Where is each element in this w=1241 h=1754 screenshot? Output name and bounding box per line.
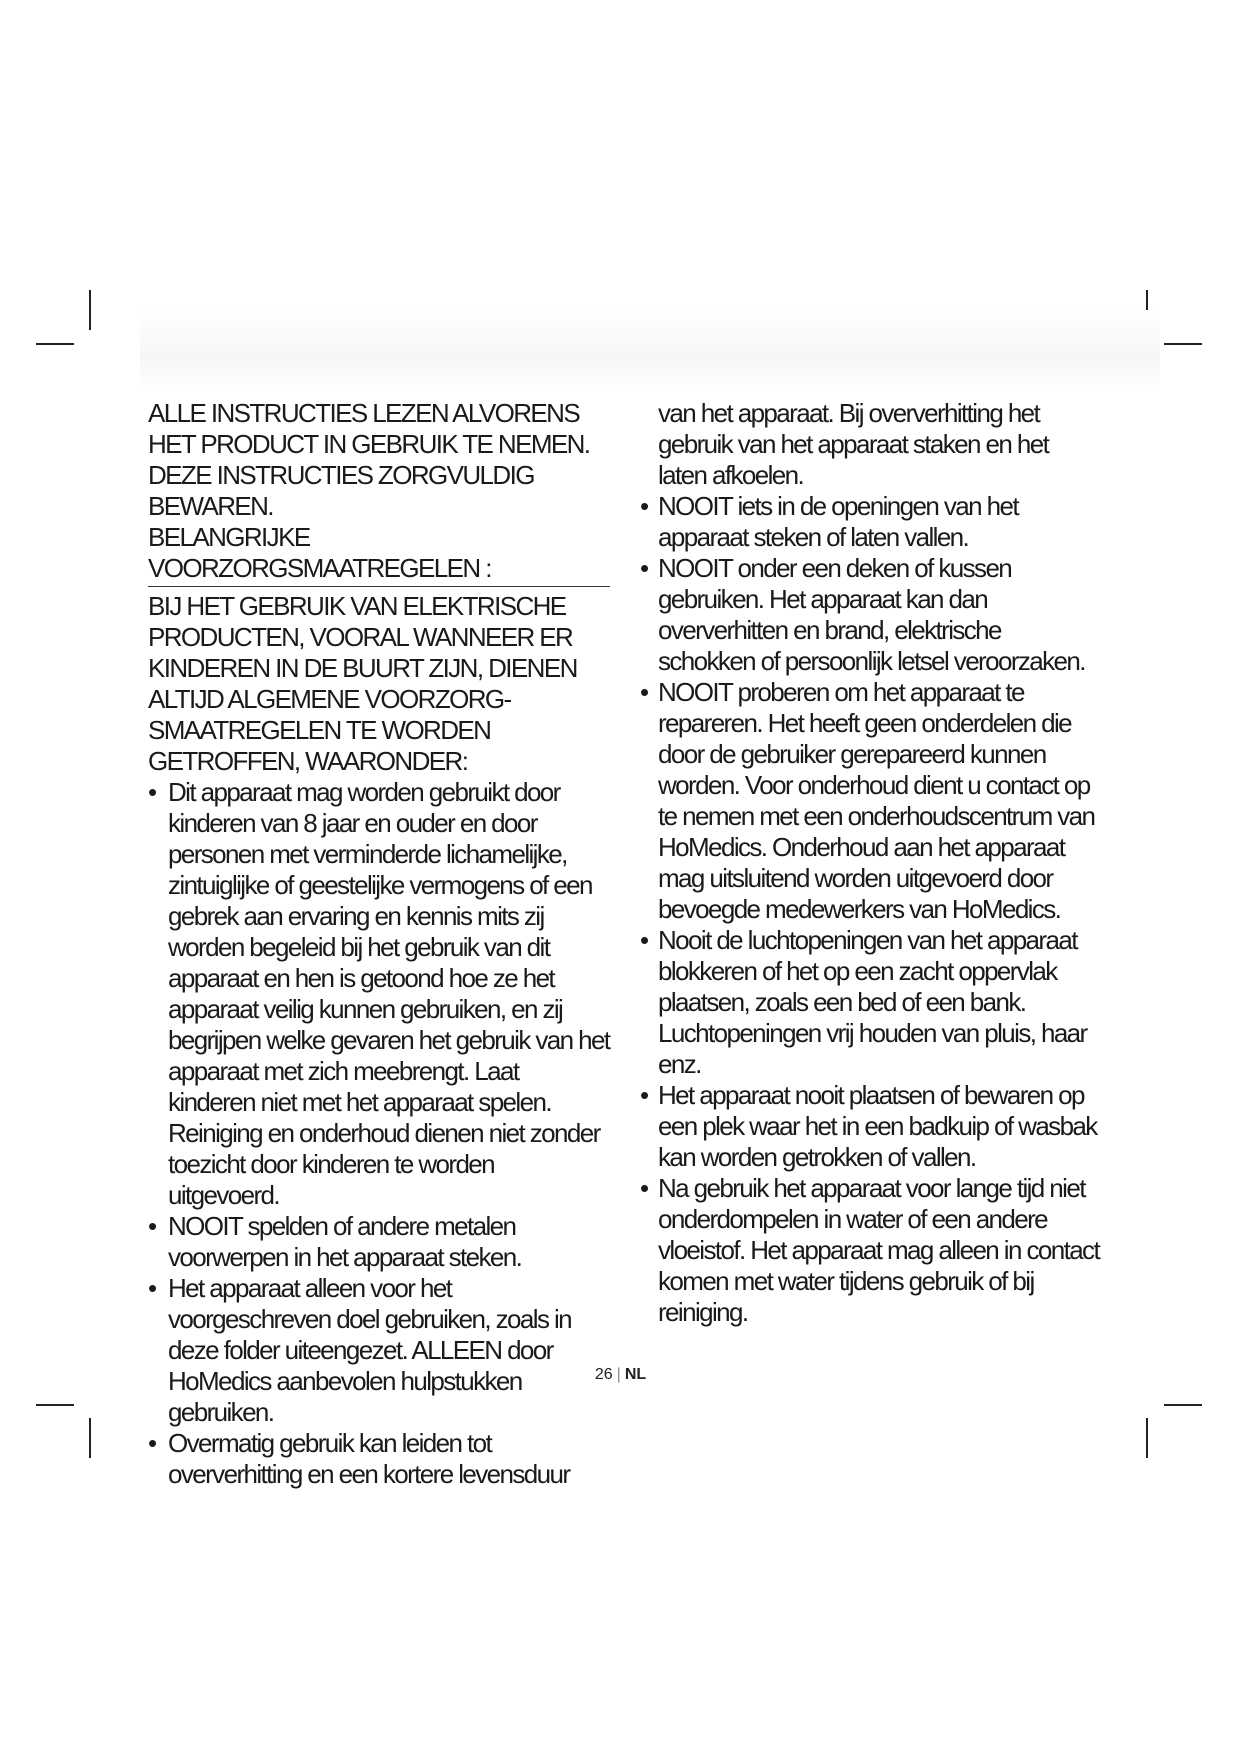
left-column [148,398,610,1490]
page-number: 26 [594,1366,613,1383]
list-item: • NOOIT onder een deken of kussen gebruiken. Het apparaat kan dan oververhitten en brand, elektrische schokken of persoonlijk letsel veroorzaken. [640,553,1100,677]
crop-mark-bottom-left-vertical [89,1418,91,1458]
section-heading: BELANGRIJKE VOORZORGSMAATREGELEN : [148,522,610,587]
background-shade [140,310,1160,390]
language-code: NL [624,1366,647,1383]
crop-mark-bottom-right-vertical [1146,1418,1148,1458]
page-footer [0,1366,1241,1384]
continuation-text: van het apparaat. Bij oververhitting het gebruik van het apparaat staken en het laten afkoelen. [658,398,1049,490]
crop-mark-bottom-right-horizontal [1164,1404,1202,1406]
warning-text: BIJ HET GEBRUIK VAN ELEKTRISCHE PRODUCTEN, VOORAL WANNEER ER KINDEREN IN DE BUURT ZIJN, DIENEN ALTIJD ALGEMENE VOORZORG-SMAATREGELEN TE WORDEN GETROFFEN, WAARONDER: [148,591,577,776]
crop-mark-top-left-horizontal [36,343,74,345]
right-bullet-list [640,491,1100,1328]
list-item: • Het apparaat alleen voor het voorgeschreven doel gebruiken, zoals in deze folder uiteengezet. ALLEEN door HoMedics aanbevolen hulpstukken gebruiken. [148,1273,610,1428]
list-item: • Nooit de luchtopeningen van het apparaat blokkeren of het op een zacht oppervlak plaatsen, zoals een bed of een bank. Luchtopeningen vrij houden van pluis, haar enz. [640,925,1100,1080]
footer-separator: | [616,1366,621,1383]
list-item: • Overmatig gebruik kan leiden tot oververhitting en een kortere levensduur [148,1428,610,1490]
list-item: • NOOIT spelden of andere metalen voorwerpen in het apparaat steken. [148,1211,610,1273]
list-item: • Het apparaat nooit plaatsen of bewaren op een plek waar het in een badkuip of wasbak kan worden getrokken of vallen. [640,1080,1100,1173]
crop-mark-bottom-left-horizontal [36,1404,74,1406]
intro-text: ALLE INSTRUCTIES LEZEN ALVORENS HET PRODUCT IN GEBRUIK TE NEMEN. DEZE INSTRUCTIES ZORGVULDIG BEWAREN. [148,398,590,521]
list-item: • NOOIT proberen om het apparaat te repareren. Het heeft geen onderdelen die door de gebruiker gerepareerd kunnen worden. Voor onderhoud dient u contact op te nemen met een onderhoudscentrum van HoMedics. Onderhoud aan het apparaat mag uitsluitend worden uitgevoerd door bevoegde medewerkers van HoMedics. [640,677,1100,925]
list-item: • NOOIT iets in de openingen van het apparaat steken of laten vallen. [640,491,1100,553]
crop-mark-top-left-vertical [89,290,91,330]
list-item: • Na gebruik het apparaat voor lange tijd niet onderdompelen in water of een andere vloeistof. Het apparaat mag alleen in contact komen met water tijdens gebruik of bij reiniging. [640,1173,1100,1328]
right-column [640,398,1100,1328]
list-item: • Dit apparaat mag worden gebruikt door kinderen van 8 jaar en ouder en door personen met verminderde lichamelijke, zintuiglijke of geestelijke vermogens of een gebrek aan ervaring en kennis mits zij worden begeleid bij het gebruik van dit apparaat en hen is getoond hoe ze het apparaat veilig kunnen gebruiken, en zij begrijpen welke gevaren het gebruik van het apparaat met zich meebrengt. Laat kinderen niet met het apparaat spelen. Reiniging en onderhoud dienen niet zonder toezicht door kinderen te worden uitgevoerd. [148,777,610,1211]
crop-mark-top-right-horizontal [1164,343,1202,345]
